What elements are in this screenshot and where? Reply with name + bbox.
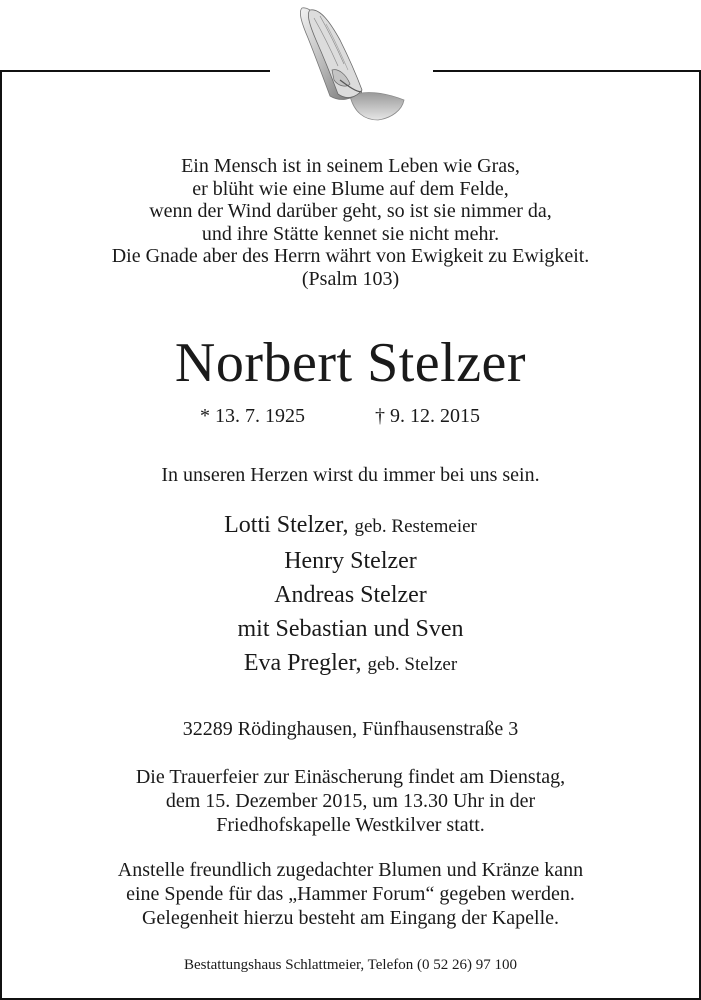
donation-line: Gelegenheit hierzu besteht am Eingang der Kapelle.	[141, 907, 560, 929]
mourner	[0, 646, 701, 682]
frame-top-left	[0, 70, 270, 72]
mourner	[0, 578, 701, 612]
mourner-name: Henry Stelzer	[284, 548, 417, 574]
praying-hands-icon	[280, 0, 420, 150]
frame-top-right	[433, 70, 701, 72]
mourner-name: Eva Pregler,	[243, 650, 362, 676]
mourner-name: Andreas Stelzer	[274, 582, 427, 608]
mourners-list	[0, 508, 701, 682]
mourner-note: geb. Stelzer	[367, 654, 458, 675]
death-date: † 9. 12. 2015	[375, 405, 480, 427]
psalm-reference: (Psalm 103)	[301, 267, 400, 290]
service-line: dem 15. Dezember 2015, um 13.30 Uhr in der	[165, 790, 536, 812]
psalm-quote	[0, 155, 701, 291]
mourner	[0, 612, 701, 646]
psalm-line: Die Gnade aber des Herrn währt von Ewigkeit zu Ewigkeit.	[111, 245, 590, 268]
birth-date: * 13. 7. 1925	[200, 405, 305, 427]
mourner-note: geb. Restemeier	[354, 516, 477, 537]
donation-line: eine Spende für das „Hammer Forum“ gegeben werden.	[126, 883, 575, 905]
psalm-line: Ein Mensch ist in seinem Leben wie Gras,	[181, 155, 520, 177]
psalm-line: wenn der Wind darüber geht, so ist sie nimmer da,	[149, 200, 552, 223]
family-address: 32289 Rödinghausen, Fünfhausenstraße 3	[182, 718, 519, 740]
service-line: Friedhofskapelle Westkilver statt.	[216, 814, 485, 836]
mourner	[0, 544, 701, 578]
deceased-name: Norbert Stelzer	[174, 332, 527, 394]
service-info	[0, 765, 701, 837]
psalm-line: und ihre Stätte kennet sie nicht mehr.	[201, 222, 500, 245]
service-line: Die Trauerfeier zur Einäscherung findet am Dienstag,	[135, 766, 566, 788]
mourner	[0, 508, 701, 544]
mourner-name: mit Sebastian und Sven	[237, 616, 464, 642]
donation-info	[0, 858, 701, 930]
funeral-home-contact: Bestattungshaus Schlattmeier, Telefon (0 52 26) 97 100	[183, 957, 517, 973]
psalm-line: er blüht wie eine Blume auf dem Felde,	[192, 177, 509, 200]
mourner-name: Lotti Stelzer,	[224, 512, 349, 538]
motto: In unseren Herzen wirst du immer bei uns sein.	[161, 464, 540, 486]
donation-line: Anstelle freundlich zugedachter Blumen und Kränze kann	[117, 859, 584, 881]
